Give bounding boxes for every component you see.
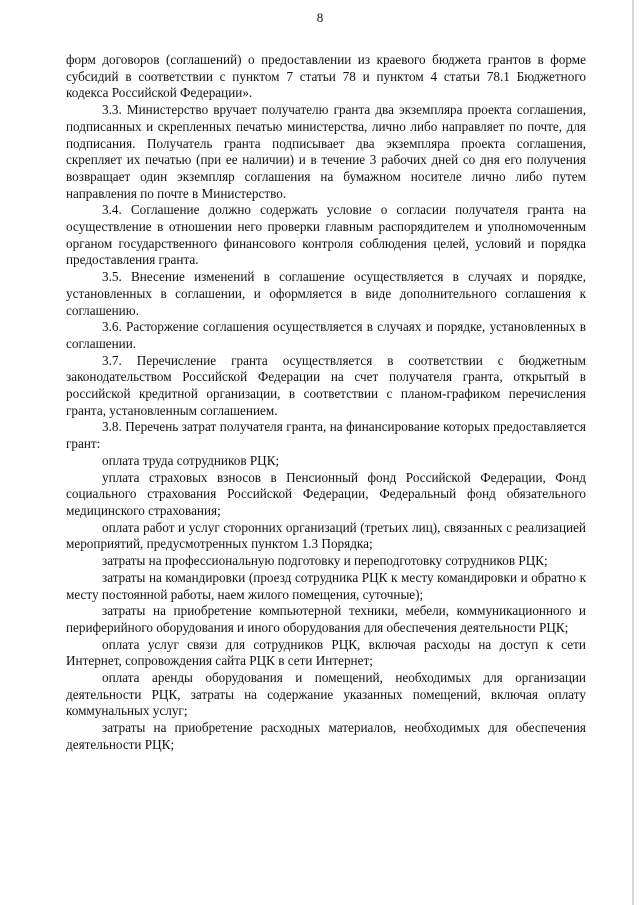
list-item-third-party-services: оплата работ и услуг сторонних организаций (третьих лиц), связанных с реализацией мероприятий, предусмотренных пунктом 1.3 Порядка;: [66, 519, 586, 552]
paragraph-3-4: 3.4. Соглашение должно содержать условие о согласии получателя гранта на осуществление в отношении него проверки главным распорядителем и уполномоченным органом государственного финансового контроля соблюдения целей, условий и порядка предоставления гранта.: [66, 202, 586, 268]
list-item-insurance: уплата страховых взносов в Пенсионный фонд Российской Федерации, Фонд социального страхования Российской Федерации, Федеральный фонд обязательного медицинского страхования;: [66, 469, 586, 518]
page-number: 8: [316, 10, 324, 25]
list-item-training: затраты на профессиональную подготовку и переподготовку сотрудников РЦК;: [102, 553, 548, 569]
list-item-communications: оплата услуг связи для сотрудников РЦК, включая расходы на доступ к сети Интернет, сопровождения сайта РЦК в сети Интернет;: [66, 636, 586, 669]
list-item-business-trips: затраты на командировки (проезд сотрудника РЦК к месту командировки и обратно к месту постоянной работы, наем жилого помещения, суточные);: [66, 569, 586, 602]
paragraph-continuation: форм договоров (соглашений) о предоставлении из краевого бюджета грантов в форме субсидий в соответствии с пунктом 7 статьи 78 и пунктом 4 статьи 78.1 Бюджетного кодекса Российской Федерации».: [66, 52, 586, 101]
paragraph-3-7: 3.7. Перечисление гранта осуществляется в соответствии с бюджетным законодательством Российской Федерации на счет получателя гранта, открытый в российской кредитной организации, в соответствии с планом-графиком перечисления гранта, установленным соглашением.: [66, 352, 586, 418]
paragraph-3-8: 3.8. Перечень затрат получателя гранта, на финансирование которых предоставляется грант:: [66, 419, 586, 452]
paragraph-3-6: 3.6. Расторжение соглашения осуществляется в случаях и порядке, установленных в соглашении.: [66, 319, 586, 351]
paragraph-3-3: 3.3. Министерство вручает получателю гранта два экземпляра проекта соглашения, подписанных и скрепленных печатью министерства, лично либо направляет по почте, для подписания. Получатель гранта подписывает два экземпляра проекта соглашения, скрепляет их печатью (при ее наличии) и в течение 3 рабочих дней со дня его получения возвращает один экземпляр соглашения на бумажном носителе лично либо путем направления по почте в Министерство.: [66, 102, 586, 201]
document-body: [66, 52, 586, 754]
list-item-consumables: затраты на приобретение расходных материалов, необходимых для обеспечения деятельности РЦК;: [66, 720, 586, 752]
list-item-salary: оплата труда сотрудников РЦК;: [102, 452, 280, 468]
scan-edge-divider: [632, 0, 634, 905]
list-item-rent: оплата аренды оборудования и помещений, необходимых для организации деятельности РЦК, затраты на содержание указанных помещений, включая оплату коммунальных услуг;: [66, 670, 586, 719]
paragraph-3-5: 3.5. Внесение изменений в соглашение осуществляется в случаях и порядке, установленных в соглашении, и оформляется в виде дополнительного соглашения к соглашению.: [66, 269, 586, 318]
list-item-equipment: затраты на приобретение компьютерной техники, мебели, коммуникационного и периферийного оборудования и иного оборудования для обеспечения деятельности РЦК;: [66, 603, 586, 635]
